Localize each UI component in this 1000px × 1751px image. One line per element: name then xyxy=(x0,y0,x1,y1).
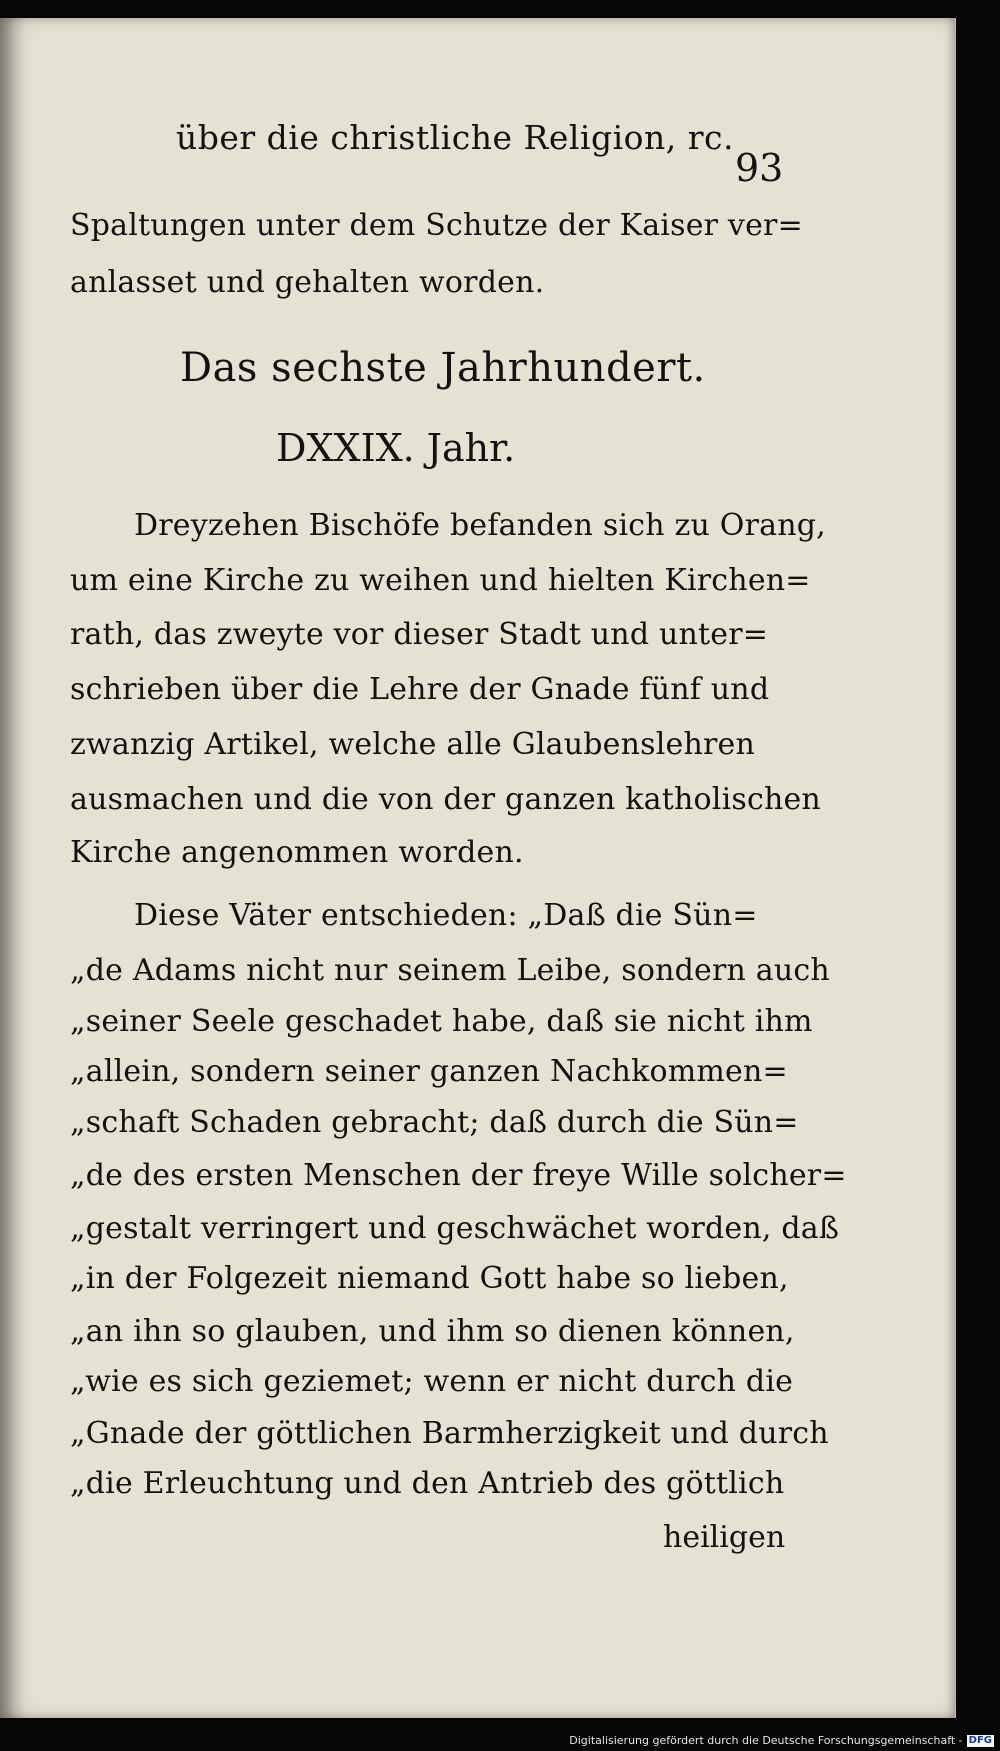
credit-text: Digitalisierung gefördert durch die Deutsche Forschungsgemeinschaft - xyxy=(569,1734,963,1747)
paragraph2-line: „seiner Seele geschadet habe, daß sie nicht ihm xyxy=(70,1004,813,1039)
year-heading: DXXIX. Jahr. xyxy=(276,426,516,470)
section-heading: Das sechste Jahrhundert. xyxy=(180,345,706,391)
paragraph1-line: Kirche angenommen worden. xyxy=(70,835,524,870)
paragraph2-line: „wie es sich geziemet; wenn er nicht durch die xyxy=(70,1364,794,1399)
paragraph1-line: zwanzig Artikel, welche alle Glaubenslehren xyxy=(70,727,756,762)
catchword: heiligen xyxy=(663,1520,786,1555)
paragraph2-line: „allein, sondern seiner ganzen Nachkommen= xyxy=(70,1054,788,1089)
paragraph1-line: ausmachen und die von der ganzen katholischen xyxy=(70,782,821,817)
paragraph2-line: „an ihn so glauben, und ihm so dienen können, xyxy=(70,1314,795,1349)
dfg-logo: DFG xyxy=(968,1735,992,1746)
paragraph2-line: „de Adams nicht nur seinem Leibe, sondern auch xyxy=(70,953,830,988)
paragraph2-line: „Gnade der göttlichen Barmherzigkeit und durch xyxy=(70,1416,829,1451)
paragraph2-line: Diese Väter entschieden: „Daß die Sün= xyxy=(134,898,758,933)
paragraph1-line: Dreyzehen Bischöfe befanden sich zu Orang, xyxy=(134,508,826,543)
intro-line: anlasset und gehalten worden. xyxy=(70,265,545,300)
paragraph1-line: schrieben über die Lehre der Gnade fünf und xyxy=(70,672,770,707)
intro-line: Spaltungen unter dem Schutze der Kaiser ver= xyxy=(70,208,803,243)
paragraph2-line: „die Erleuchtung und den Antrieb des göttlich xyxy=(70,1466,785,1501)
paragraph2-line: „in der Folgezeit niemand Gott habe so lieben, xyxy=(70,1261,789,1296)
paragraph2-line: „de des ersten Menschen der freye Wille solcher= xyxy=(70,1158,847,1193)
paragraph2-line: „schaft Schaden gebracht; daß durch die Sün= xyxy=(70,1105,799,1140)
paragraph1-line: um eine Kirche zu weihen und hielten Kirchen= xyxy=(70,563,811,598)
paragraph1-line: rath, das zweyte vor dieser Stadt und unter= xyxy=(70,617,769,652)
running-header: über die christliche Religion, rc. xyxy=(176,118,735,157)
digitization-credit xyxy=(569,1734,994,1747)
page-number: 93 xyxy=(735,146,784,190)
paragraph2-line: „gestalt verringert und geschwächet worden, daß xyxy=(70,1211,840,1246)
book-page xyxy=(0,18,956,1718)
